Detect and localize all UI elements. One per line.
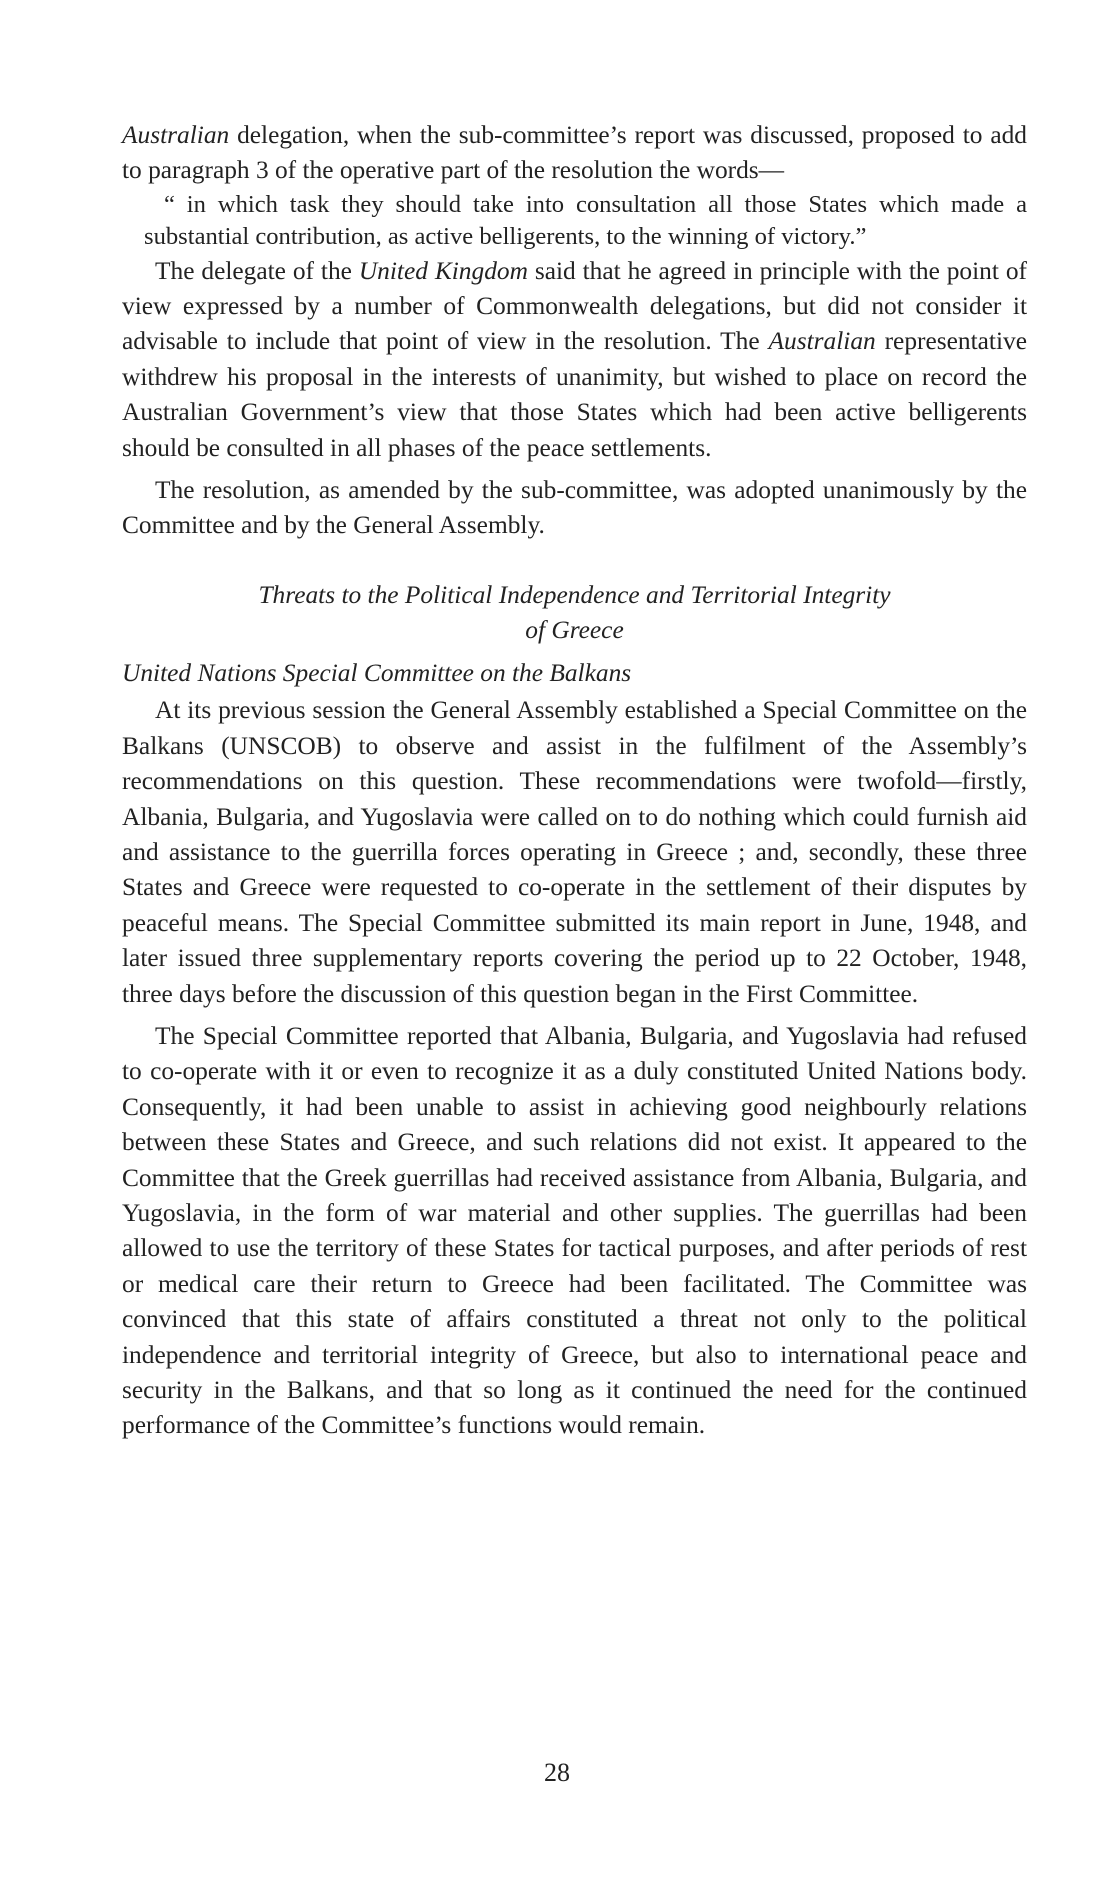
paragraph-resolution-adopted: The resolution, as amended by the sub-committee, was adopted unanimously by the Committee and by the General Assembly. [122, 476, 1027, 540]
section-subheading: United Nations Special Committee on the Balkans [122, 658, 632, 687]
paragraph-text: delegation, when the sub-committee’s report was discussed, proposed to add to paragraph 3 of the operative part of the resolution the words— [122, 121, 1027, 185]
paragraph-uk-response [122, 254, 1027, 466]
paragraph-australian-proposal [122, 118, 1027, 189]
paragraph-text: The delegate of the [155, 256, 359, 285]
section-heading [122, 578, 1027, 648]
country-australian: Australian [768, 327, 876, 356]
paragraph-unscob-established: At its previous session the General Assembly established a Special Committee on the Balkans (UNSCOB) to observe and assist in the fulfilment of the Assembly’s recommendations on this question. These recommendations were twofold—firstly, Albania, Bulgaria, and Yugoslavia were called on to do nothing which could furnish aid and assistance to the guerrilla forces operating in Greece ; and, secondly, these three States and Greece were requested to co-operate in the settlement of their disputes by peaceful means. The Special Committee submitted its main report in June, 1948, and later issued three supplementary reports covering the period up to 22 October, 1948, three days before the discussion of this question began in the First Committee. [122, 696, 1027, 1008]
section-heading-line-1: Threats to the Political Independence and Territorial Integrity [258, 580, 891, 609]
paragraph-text: said that he agreed in principle with the point of view expressed by a number of Commonwealth delegations, but did not consider it advisable to include that point of view in the resolution. The [122, 256, 1027, 356]
page-number: 28 [544, 1758, 570, 1787]
paragraph-text: representative withdrew his proposal in the interests of unanimity, but wished to place on record the Australian Government’s view that those States which had been active belligerents should be consulted in all phases of the peace settlements. [122, 327, 1027, 462]
document-page [122, 118, 1027, 1444]
section-heading-line-2: of Greece [525, 615, 624, 644]
country-united-kingdom: United Kingdom [358, 256, 528, 285]
country-australian: Australian [122, 121, 230, 149]
quoted-amendment: “ in which task they should take into consultation all those States which made a substantial contribution, as active belligerents, to the winning of victory.” [144, 190, 1027, 251]
paragraph-committee-report: The Special Committee reported that Albania, Bulgaria, and Yugoslavia had refused to co-operate with it or even to recognize it as a duly constituted United Nations body. Consequently, it had been unable to assist in achieving good neighbourly relations between these States and Greece, and such relations did not exist. It appeared to the Committee that the Greek guerrillas had received assistance from Albania, Bulgaria, and Yugoslavia, in the form of war material and other supplies. The guerrillas had been allowed to use the territory of these States for tactical purposes, and after periods of rest or medical care their return to Greece had been facilitated. The Committee was convinced that this state of affairs constituted a threat not only to the political independence and territorial integrity of Greece, but also to international peace and security in the Balkans, and that so long as it continued the need for the continued performance of the Committee’s functions would remain. [122, 1021, 1027, 1440]
